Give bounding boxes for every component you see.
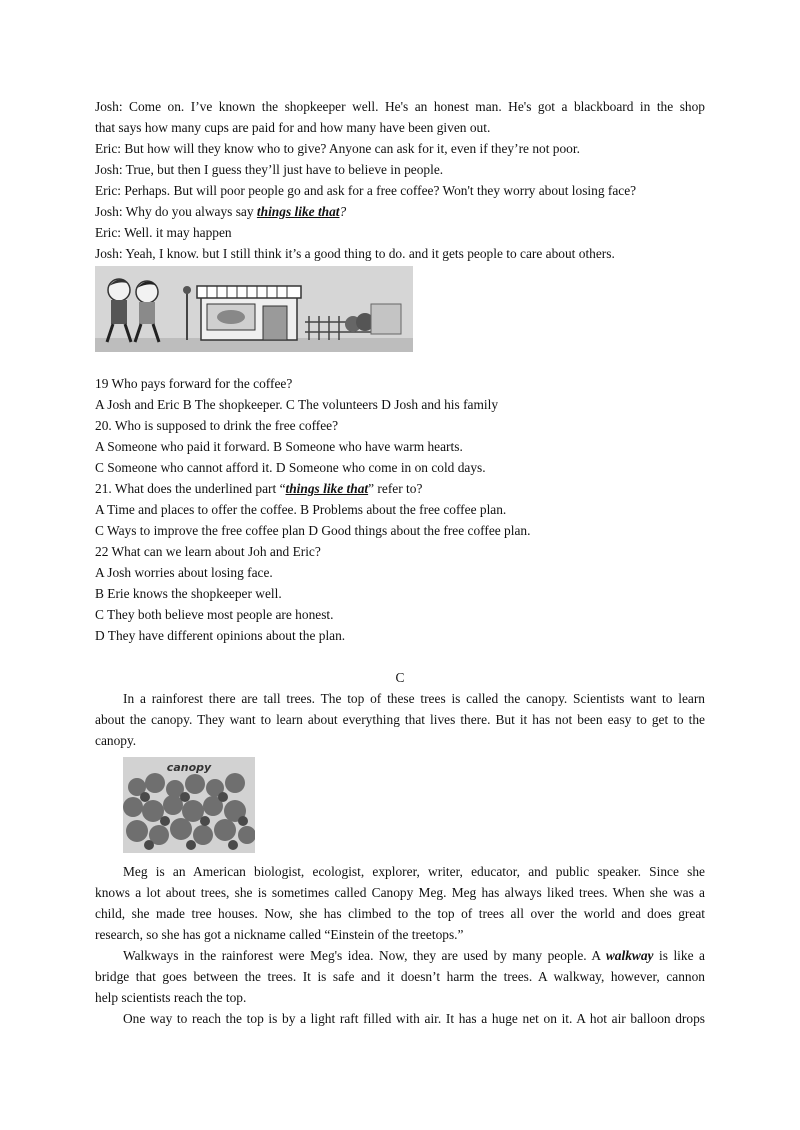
- question-text: 21. What does the underlined part “: [95, 481, 286, 496]
- paragraph-line: research, so she has got a nickname called “Einstein of the treetops.”: [95, 927, 464, 942]
- question-21-options: A Time and places to offer the coffee. B Problems about the free coffee plan.: [95, 502, 507, 517]
- paragraph-line: canopy.: [95, 733, 137, 748]
- paragraph-text: Walkways in the rainforest were Meg's idea. Now, they are used by many people. A: [123, 948, 606, 963]
- canopy-label: canopy: [166, 761, 212, 774]
- underlined-phrase: things like that: [285, 481, 369, 496]
- dialogue-line: that says how many cups are paid for and how many have been given out.: [95, 120, 491, 135]
- question-text: ” refer to?: [368, 481, 423, 496]
- dialogue-line: Josh: Yeah, I know. but I still think it’s a good thing to do. and it gets people to care about others.: [95, 246, 615, 261]
- dialogue-line: Josh: True, but then I guess they’ll just have to believe in people.: [95, 162, 444, 177]
- paragraph-line: child, she made tree houses. Now, she has climbed to the top of trees all over the world and does great: [95, 906, 705, 921]
- paragraph-line: about the canopy. They want to learn about everything that lives there. But it has not been easy to get to the: [95, 712, 705, 727]
- paragraph-line: In a rainforest there are tall trees. The top of these trees is called the canopy. Scientists want to learn: [123, 691, 705, 706]
- question-20-options: C Someone who cannot afford it. D Someone who come in on cold days.: [95, 460, 486, 475]
- dialogue-line: Eric: Well. it may happen: [95, 225, 232, 240]
- dialogue-line: Josh: Come on. I’ve known the shopkeeper well. He's an honest man. He's got a blackboard in the shop: [95, 99, 705, 114]
- paragraph-line: [95, 945, 705, 966]
- question-19-options: A Josh and Eric B The shopkeeper. C The volunteers D Josh and his family: [95, 397, 499, 412]
- question-19: 19 Who pays forward for the coffee?: [95, 376, 293, 391]
- question-22-option: C They both believe most people are honest.: [95, 607, 334, 622]
- dialogue-line: Eric: But how will they know who to give? Anyone can ask for it, even if they’re not poor.: [95, 141, 580, 156]
- paragraph-line: help scientists reach the top.: [95, 990, 247, 1005]
- paragraph-text: is like a: [653, 948, 705, 963]
- question-21: [95, 478, 705, 499]
- coffee-shop-image: [95, 266, 413, 352]
- paragraph-line: Meg is an American biologist, ecologist, explorer, writer, educator, and public speaker. Since she: [123, 864, 705, 879]
- canopy-image: [123, 757, 255, 853]
- coffee-shop-illustration: [95, 266, 413, 352]
- paragraph-line: One way to reach the top is by a light raft filled with air. It has a huge net on it. A hot air balloon drops: [123, 1011, 705, 1026]
- question-22-option: A Josh worries about losing face.: [95, 565, 273, 580]
- dialogue-line: Eric: Perhaps. But will poor people go and ask for a free coffee? Won't they worry about losing face?: [95, 183, 637, 198]
- question-22-option: B Erie knows the shopkeeper well.: [95, 586, 282, 601]
- paragraph-line: knows a lot about trees, she is sometimes called Canopy Meg. Meg has always liked trees. When she was a: [95, 885, 705, 900]
- question-22-option: D They have different opinions about the plan.: [95, 628, 346, 643]
- dialogue-text: Josh: Why do you always say: [95, 204, 257, 219]
- shop-building: [197, 286, 301, 340]
- paragraph-line: bridge that goes between the trees. It is safe and it doesn’t harm the trees. A walkway, however, cannon: [95, 969, 705, 984]
- question-21-options: C Ways to improve the free coffee plan D Good things about the free coffee plan.: [95, 523, 531, 538]
- dialogue-text: ?: [339, 204, 347, 219]
- question-20: 20. Who is supposed to drink the free coffee?: [95, 418, 339, 433]
- emphasized-word: walkway: [605, 948, 654, 963]
- dialogue-line-underlined: [95, 201, 705, 222]
- underlined-phrase: things like that: [256, 204, 340, 219]
- question-22: 22 What can we learn about Joh and Eric?: [95, 544, 321, 559]
- question-20-options: A Someone who paid it forward. B Someone who have warm hearts.: [95, 439, 463, 454]
- worksheet-page: [95, 96, 705, 1029]
- section-heading: C: [395, 670, 405, 685]
